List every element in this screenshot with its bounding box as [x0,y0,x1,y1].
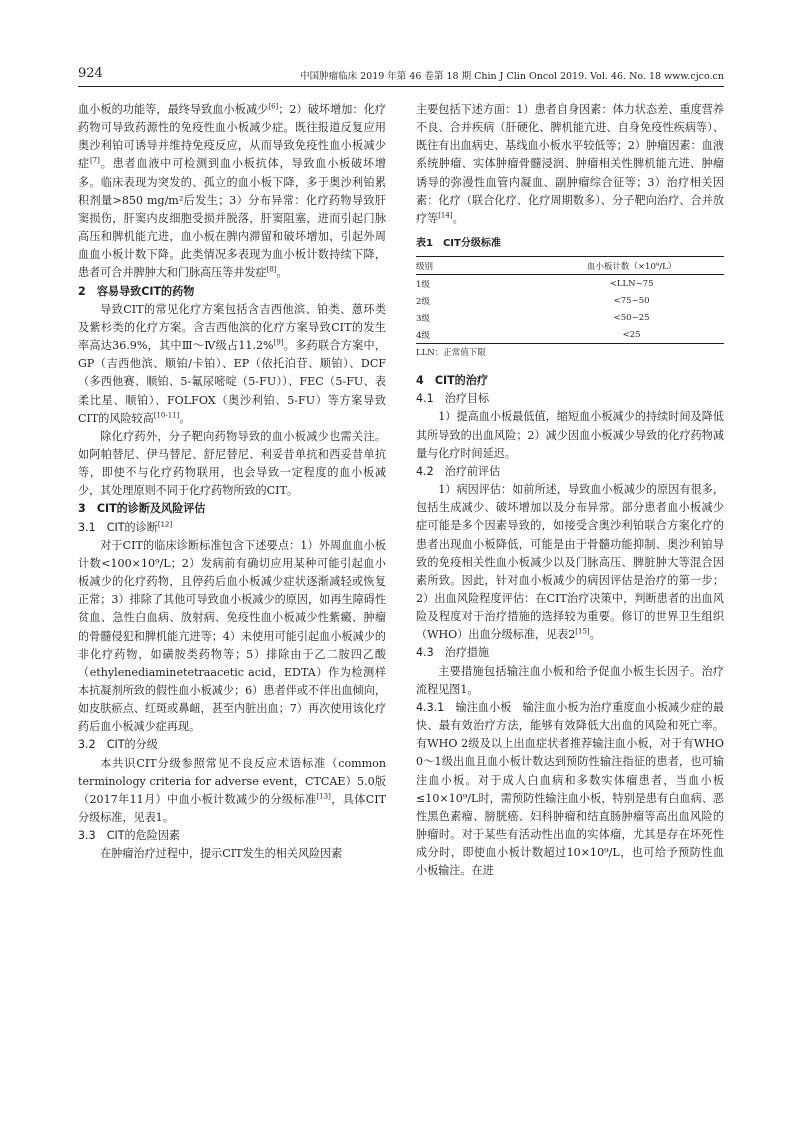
table-cell: 4级 [416,330,430,341]
table-header-cell: 级别 [416,261,434,272]
table-cell: <50~25 [613,312,650,323]
running-header [78,66,724,82]
table-row [416,292,724,309]
citation: [7] [89,156,100,165]
table-row [416,326,724,344]
subsection-heading-3-1: 3.1 CIT的诊断[12] [78,519,173,534]
table-row [416,275,724,293]
paragraph-pretreatment-assessment: 1）病因评估：如前所述，导致血小板减少的原因有很多，包括生成减少、破坏增加以及分布异常。部分患者血小板减少症可能是多个因素导致的，如接受含奥沙利铂联合方案化疗的患者出现血小板降低，可能是由于骨髓功能抑制、奥沙利铂导致的免疫相关性血小板减少以及门脉高压、脾脏肿大等混合因素所致。因此，针对血小板减少的病因评估是治疗的第一步；2）出血风险程度评估：在CIT治疗决策中，判断患者的出血风险及程度对于治疗措施的选择较为重要。修订的世界卫生组织（WHO）出血分级标准，见表2[15]。 [416,483,724,642]
citation: [15] [575,627,590,636]
right-column [416,101,724,880]
table-header-cell: 血小板计数（×10⁹/L） [586,261,677,272]
citation: [14] [438,211,453,220]
subsection-heading-4-2: 4.2 治疗前评估 [416,464,501,478]
table-row [416,309,724,326]
subsubsection-heading-4-3-1: 4.3.1 输注血小板 [416,700,512,714]
paragraph-platelet-transfusion: 4.3.1 输注血小板 输注血小板为治疗重度血小板减少症的最快、最有效治疗方法，能够有效降低大出血的风险和死亡率。有WHO 2级及以上出血症状者推荐输注血小板，对于有WHO 0～1级出血且血小板计数达到预防性输注指征的患者，也可输注血小板。对于成人白血病和多数实体瘤患者，当血小板≤10×10⁹/L时，需预防性输注血小板，特别是患有白血病、恶性黑色素瘤、膀胱癌、妇科肿瘤和结直肠肿瘤等高出血风险的肿瘤时。对于某些有活动性出血的实体瘤，尤其是存在坏死性成分时，即使血小板计数超过10×10⁹/L，也可给予预防性血小板输注。在进 [416,700,724,878]
table-cell: 3级 [416,313,430,324]
page-number: 924 [78,66,103,81]
citation: [6] [268,102,279,111]
section-heading-4: 4 CIT的治疗 [416,374,488,388]
citation: [13] [316,792,331,801]
paragraph-targeted-drugs: 除化疗药外，分子靶向药物导致的血小板减少也需关注。如阿帕替尼、伊马替尼、舒尼替尼、利妥昔单抗和西妥昔单抗等，即使不与化疗药物联用，也会导致一定程度的血小板减少，其处理原则不同于化疗药物所致的CIT。 [78,429,386,498]
header-rule [78,86,724,87]
citation: [10-11] [153,410,180,419]
section-heading-3: 3 CIT的诊断及风险评估 [78,502,206,516]
table-cell: 2级 [416,296,430,307]
journal-citation-line: 中国肿瘤临床 2019 年第 46 卷第 18 期 Chin J Clin Oncol 2019. Vol. 46. No. 18 www.cjco.cn [300,71,724,82]
citation: [12] [157,519,173,528]
paragraph-platelet-mechanisms: 血小板的功能等，最终导致血小板减少[6]；2）破坏增加：化疗药物可导致药源性的免疫性血小板减少症。既往报道反复应用奥沙利铂可诱导并维持免疫反应，从而导致免疫性血小板减少症[7]。患者血液中可检测到血小板抗体，导致血小板破坏增多。临床表现为突发的、孤立的血小板下降，多于奥沙利铂累积剂量>850 mg/m²后发生；3）分布异常：化疗药物导致肝窦损伤，肝窦内皮细胞受损并脱落，肝窦阻塞，进而引起门脉高压和脾机能亢进，血小板在脾内滞留和破坏增加，引起外周血血小板计数下降。此类情况多表现为血小板计数持续下降，患者可合并脾肿大和门脉高压等并发症[8]。 [78,102,386,280]
subsection-heading-4-1: 4.1 治疗目标 [416,392,490,406]
table-caption: 表1 CIT分级标准 [416,238,501,250]
table-header-row [416,257,724,275]
paragraph-treatment-measures: 主要措施包括输注血小板和给予促血小板生长因子。治疗流程见图1。 [416,664,724,696]
paragraph-grading: 本共识CIT分级参照常见不良反应术语标准（common terminology criteria for adverse event，CTCAE）5.0版（2017年11月）中血小板计数减少的分级标准[13]，具体CIT分级标准，见表1。 [78,756,386,825]
table-note: LLN：正常值下限 [416,348,486,359]
section-heading-2: 2 容易导致CIT的药物 [78,284,195,298]
paragraph-diagnosis-criteria: 对于CIT的临床诊断标准包含下述要点：1）外周血血小板计数<100×10⁹/L；2）发病前有确切应用某种可能引起血小板减少的化疗药物，且停药后血小板减少症状逐渐减轻或恢复正常；3）排除了其他可导致血小板减少的原因，如再生障碍性贫血、急性白血病、放射病、免疫性血小板减少性紫癜、肿瘤的骨髓侵犯和脾机能亢进等；4）未使用可能引起血小板减少的非化疗药物，如磺胺类药物等；5）排除由于乙二胺四乙酸（ethylenediaminetetraacetic acid，EDTA）作为检测样本抗凝剂所致的假性血小板减少；6）患者伴或不伴出血倾向，如皮肤瘀点、红斑或鼻衄，甚至内脏出血；7）再次使用该化疗药后血小板减少症再现。 [78,538,386,734]
cit-grading-table [416,256,724,344]
table-cell: <75~50 [613,295,650,306]
table-cell: 1级 [416,279,430,290]
paragraph-risk-factors-start: 在肿瘤治疗过程中，提示CIT发生的相关风险因素 [100,847,343,861]
table-cell: <LLN~75 [609,278,654,289]
left-column [78,101,386,864]
subsection-heading-4-3: 4.3 治疗措施 [416,646,490,660]
table-cell: <25 [622,329,641,340]
paragraph-drug-regimens: 导致CIT的常见化疗方案包括含吉西他滨、铂类、蒽环类及紫杉类的化疗方案。含吉西他滨的化疗方案导致CIT的发生率高达36.9%，其中Ⅲ～Ⅳ级占11.2%[9]。多药联合方案中，GP（吉西他滨、顺铂/卡铂）、EP（依托泊苷、顺铂）、DCF（多西他赛、顺铂、5-氟尿嘧啶（5-FU））、FEC（5-FU、表柔比星、顺铂）、FOLFOX（奥沙利铂、5-FU）等方案导致CIT的风险较高[10-11]。 [78,302,386,425]
subsection-heading-3-3: 3.3 CIT的危险因素 [78,829,181,843]
citation: [9] [273,338,284,347]
paragraph-risk-factors-cont: 主要包括下述方面：1）患者自身因素：体力状态差、重度营养不良、合并疾病（肝硬化、脾机能亢进、自身免疫性疾病等）、既往有出血病史、基线血小板水平较低等；2）肿瘤因素：血液系统肿瘤、实体肿瘤骨髓浸润、肿瘤相关性脾机能亢进、肿瘤诱导的弥漫性血管内凝血、副肿瘤综合征等；3）治疗相关因素：化疗（联合化疗、化疗周期数多）、分子靶向治疗、合并放疗等[14]。 [416,103,724,225]
subsection-heading-3-2: 3.2 CIT的分级 [78,738,158,752]
citation: [8] [266,265,277,274]
paragraph-treatment-goals: 1）提高血小板最低值，缩短血小板减少的持续时间及降低其所导致的出血风险；2）减少因血小板减少导致的化疗药物减量与化疗时间延迟。 [416,410,724,460]
